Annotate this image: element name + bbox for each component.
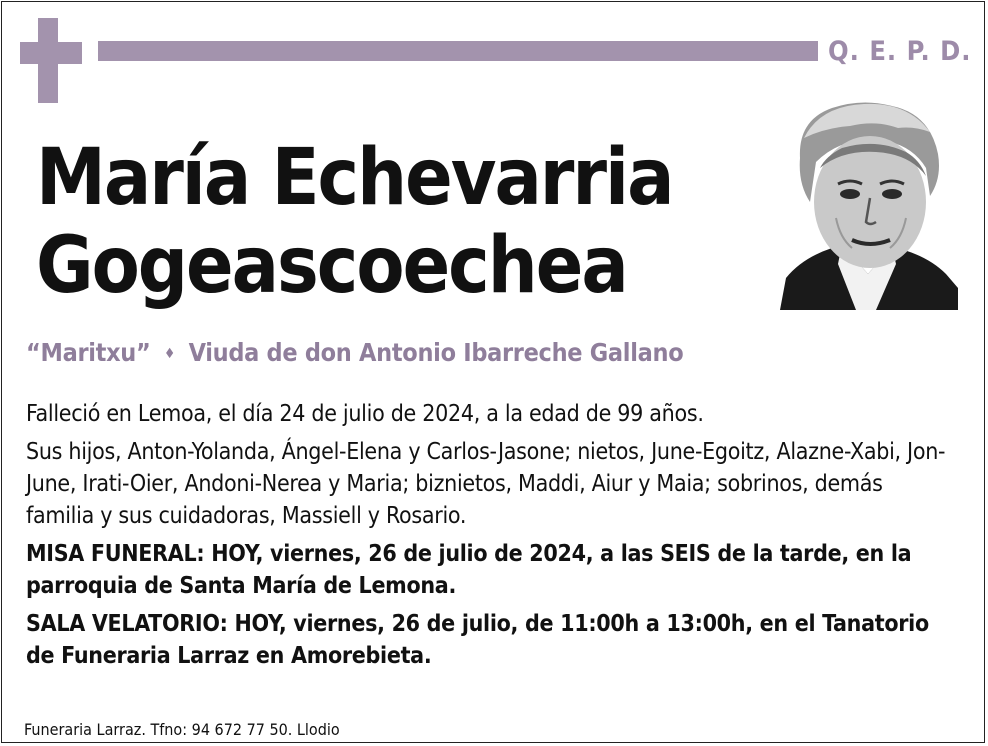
deceased-name: [36, 134, 672, 310]
deceased-name-line2: Gogeascoechea: [36, 221, 627, 311]
obituary-body: [26, 398, 956, 678]
obituary-card: [1, 1, 985, 743]
family-list: Sus hijos, Anton-Yolanda, Ángel-Elena y Carlos-Jasone; nietos, June-Egoitz, Alazne-Xabi, Jon-June, Irati-Oier, Andoni-Nerea y Maria; biznietos, Maddi, Aiur y Maia; sobrinos, demás familia y sus cuidadoras, Massiell y Rosario.: [26, 439, 946, 529]
death-notice: Falleció en Lemoa, el día 24 de julio de 2024, a la edad de 99 años.: [26, 401, 704, 427]
wake-room: SALA VELATORIO: HOY, viernes, 26 de julio, de 11:00h a 13:00h, en el Tanatorio de Funeraria Larraz en Amorebieta.: [26, 611, 929, 669]
qepd-badge: Q. E. P. D.: [828, 36, 972, 67]
cross-icon-bar: [20, 42, 82, 64]
funeral-mass: MISA FUNERAL: HOY, viernes, 26 de julio de 2024, a las SEIS de la tarde, en la parroquia de Santa María de Lemona.: [26, 541, 912, 599]
widow-of: Viuda de don Antonio Ibarreche Gallano: [188, 338, 684, 367]
subtitle: [26, 338, 683, 367]
diamond-separator-icon: ♦: [164, 346, 176, 362]
portrait-photo: [780, 98, 958, 310]
funeral-home-footer: Funeraria Larraz. Tfno: 94 672 77 50. Llodio: [24, 720, 340, 739]
nickname: “Maritxu”: [26, 338, 151, 367]
deceased-name-line1: María Echevarria: [36, 133, 673, 223]
header-bar: [98, 41, 818, 61]
